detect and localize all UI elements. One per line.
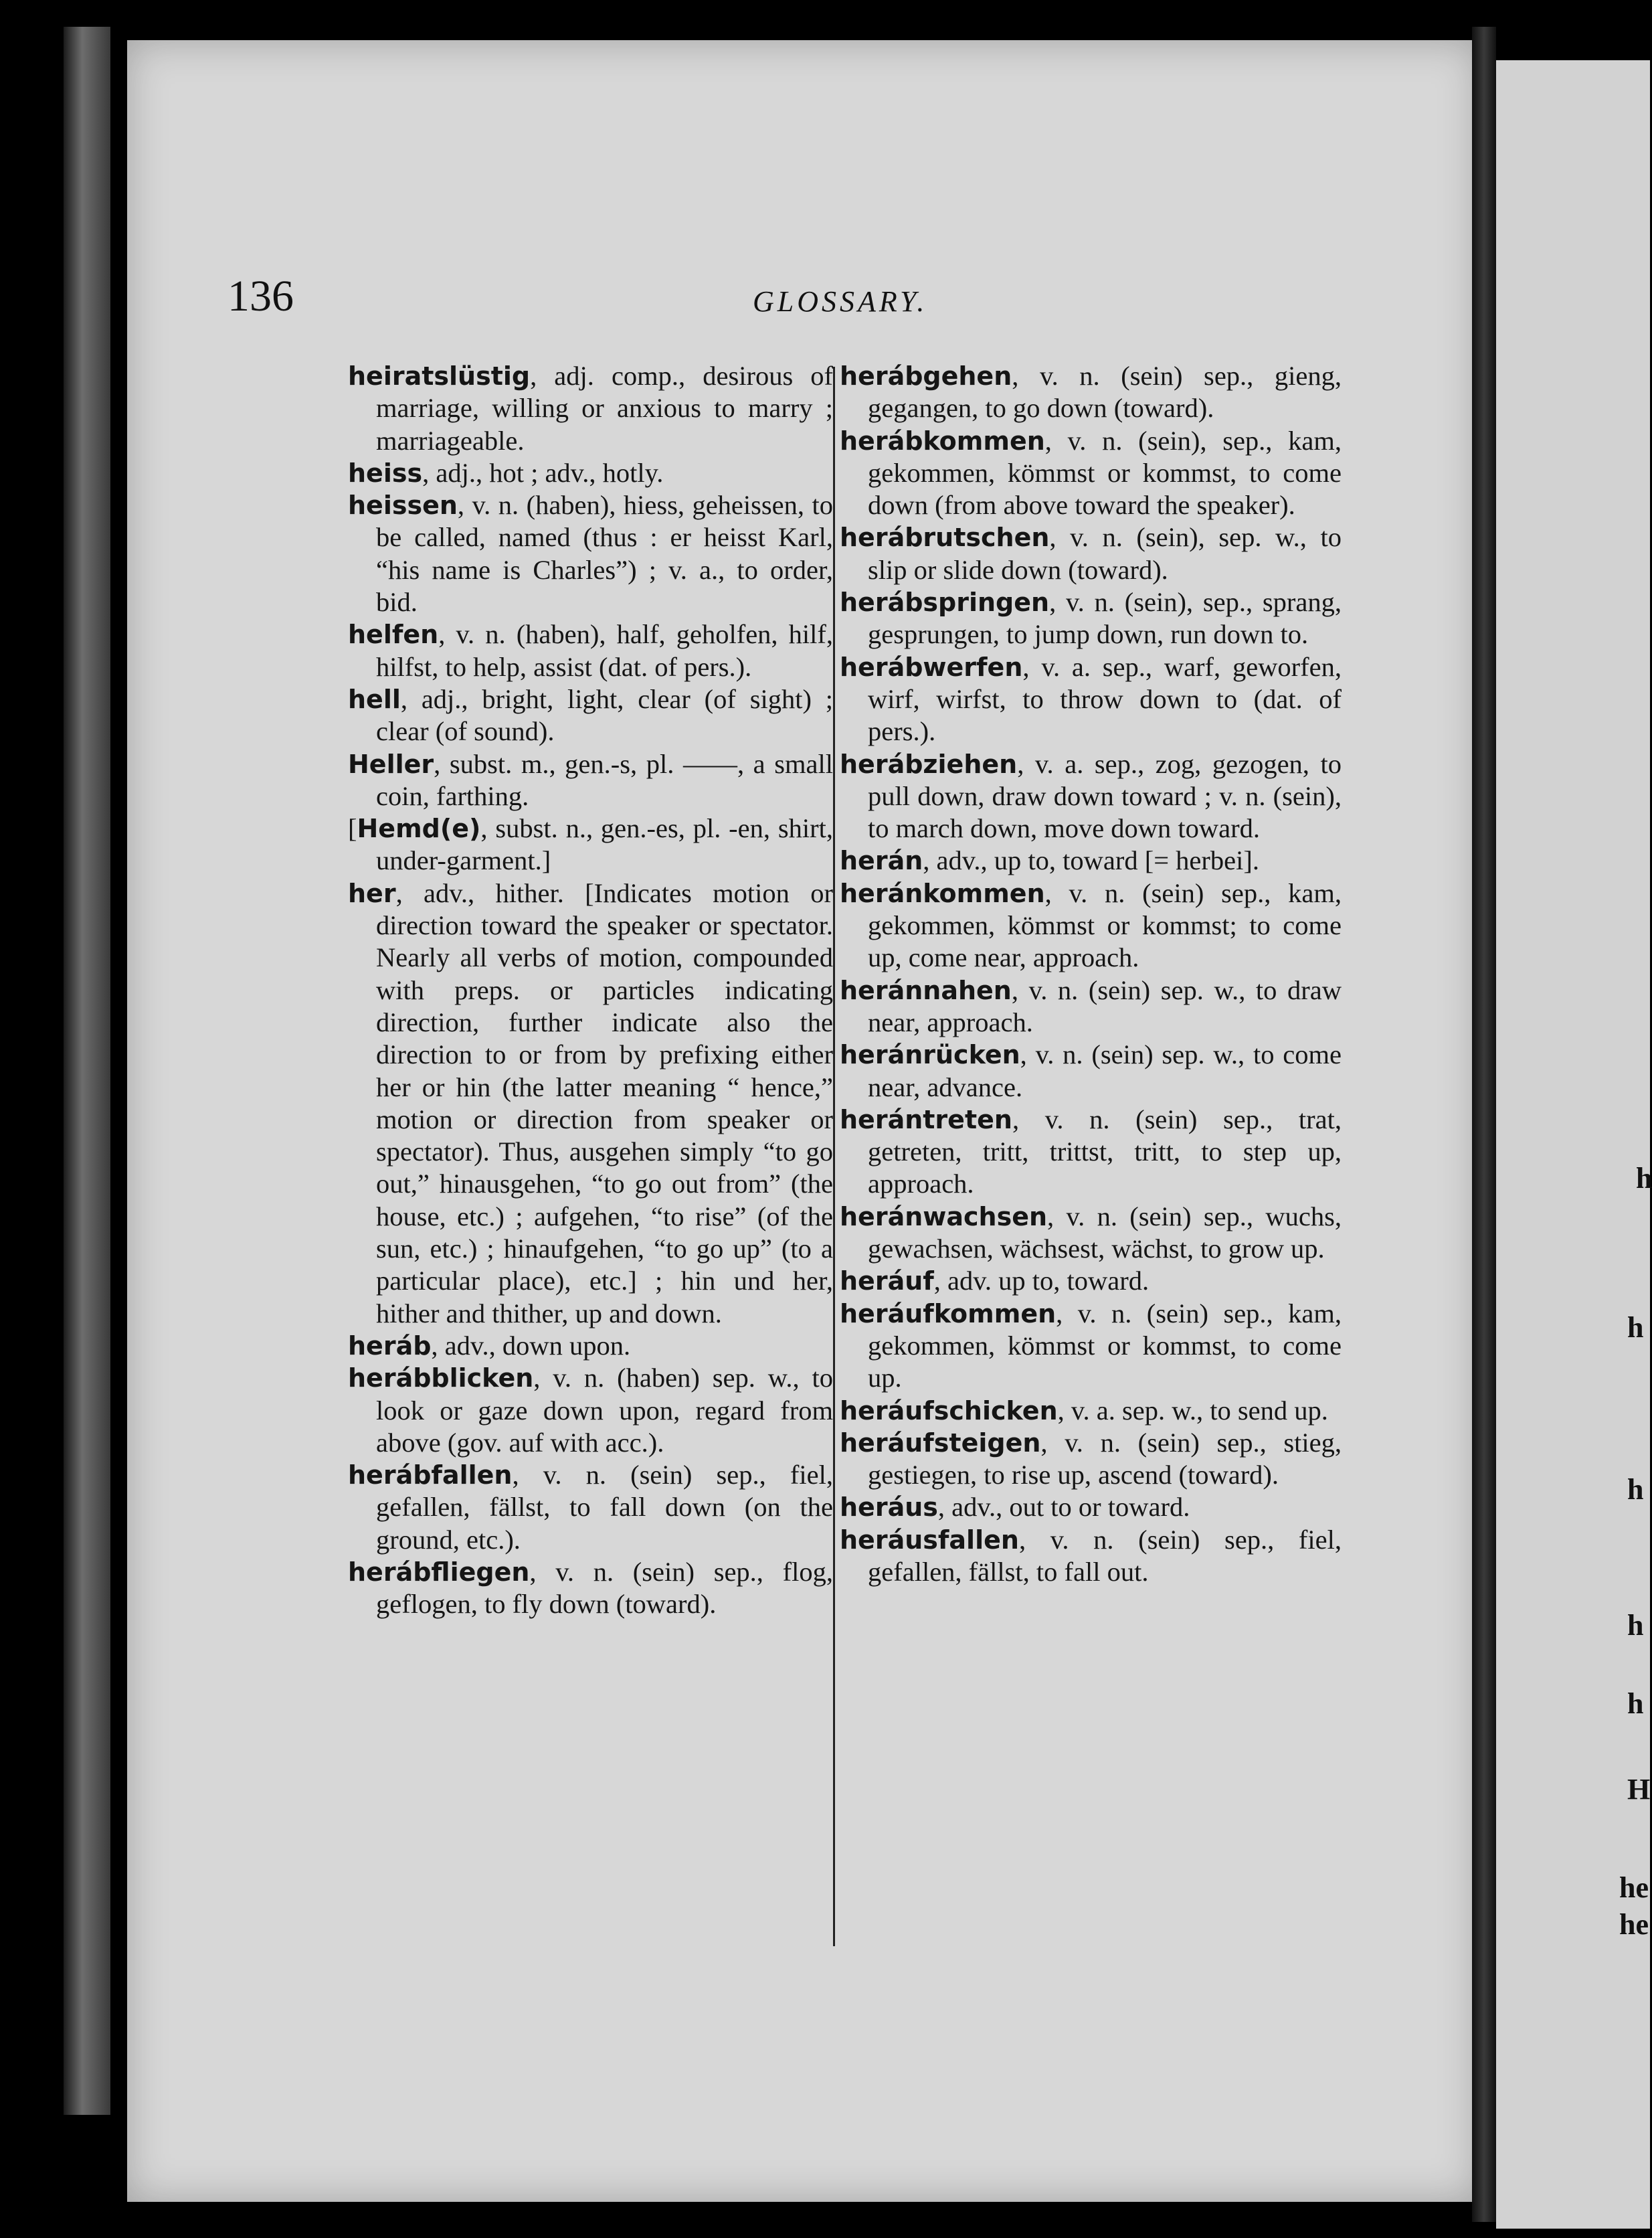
headword: heránkommen bbox=[840, 878, 1045, 908]
glossary-entry: herábfliegen, v. n. (sein) sep., flog, geflogen, to fly down (toward). bbox=[348, 1556, 833, 1620]
glossary-entry: heránkommen, v. n. (sein) sep., kam, gekommen, kömmst or kommst; to come up, come near, approach. bbox=[840, 877, 1342, 973]
glossary-entry: herábspringen, v. n. (sein), sep., sprang, gesprungen, to jump down, run down to. bbox=[840, 587, 1342, 650]
headword: herábrutschen bbox=[840, 523, 1050, 553]
adjacent-page-fragment: he bbox=[1619, 1871, 1649, 1904]
headword: heiss bbox=[348, 458, 423, 488]
glossary-entry: herábblicken, v. n. (haben) sep. w., to look or gaze down upon, regard from above (gov. auf with acc.). bbox=[348, 1363, 833, 1458]
adjacent-page-fragment: he bbox=[1619, 1908, 1649, 1941]
headword: heránnahen bbox=[840, 975, 1012, 1005]
headword: heiratslüstig bbox=[348, 361, 531, 391]
adjacent-page-fragment: H bbox=[1627, 1773, 1651, 1806]
headword: herábkommen bbox=[840, 426, 1045, 456]
column-divider bbox=[833, 367, 835, 1946]
headword: heránrücken bbox=[840, 1040, 1020, 1070]
glossary-entry: herábwerfen, v. a. sep., warf, geworfen, wirf, wirfst, to throw down to (dat. of pers.). bbox=[840, 651, 1342, 747]
headword: Heller bbox=[348, 749, 434, 779]
running-head: GLOSSARY. bbox=[753, 285, 928, 318]
headword: heráb bbox=[348, 1330, 432, 1361]
glossary-right-column bbox=[840, 360, 1342, 1588]
glossary-entry: heráuf, adv. up to, toward. bbox=[840, 1266, 1150, 1296]
glossary-entry: heiratslüstig, adj. comp., desirous of marriage, willing or anxious to marry ; marriageable. bbox=[348, 361, 833, 456]
glossary-left-column bbox=[348, 360, 833, 1621]
headword: herábwerfen bbox=[840, 652, 1023, 682]
page-number: 136 bbox=[227, 272, 294, 321]
glossary-entry: her, adv., hither. [Indicates motion or direction toward the speaker or spectator. Nearly all verbs of motion, compounded with preps. or particles indicating direction, further indicate also the direction to or from by prefixing either her or hin (the latter meaning “ hence,” motion or direction from speaker or spectator). Thus, ausgehen simply “to go out,” hinausgehen, “to go out from” (the house, etc.) ; aufgehen, “to rise” (of the sun, etc.) ; hinaufgehen, “to go up” (to a particular place), etc.] ; hin und her, hither and thither, up and down. bbox=[348, 877, 833, 1328]
glossary-entry: herán, adv., up to, toward [= herbei]. bbox=[840, 845, 1259, 876]
glossary-entry: heiss, adj., hot ; adv., hotly. bbox=[348, 457, 664, 488]
glossary-entry: heráufschicken, v. a. sep. w., to send up. bbox=[840, 1395, 1328, 1426]
glossary-entry: herábrutschen, v. n. (sein), sep. w., to slip or slide down (toward). bbox=[840, 522, 1342, 585]
headword: herábblicken bbox=[348, 1363, 534, 1393]
headword: heráuf bbox=[840, 1266, 934, 1296]
headword: herábfliegen bbox=[348, 1557, 530, 1587]
glossary-entry: heránnahen, v. n. (sein) sep. w., to draw near, approach. bbox=[840, 974, 1342, 1037]
headword: heráus bbox=[840, 1492, 938, 1523]
adjacent-page-fragment: h bbox=[1636, 1162, 1652, 1195]
glossary-entry: heráufsteigen, v. n. (sein) sep., stieg, gestiegen, to rise up, ascend (toward). bbox=[840, 1427, 1342, 1490]
headword: heráufschicken bbox=[840, 1395, 1058, 1426]
headword: hell bbox=[348, 684, 401, 714]
headword: herántreten bbox=[840, 1104, 1012, 1134]
page-gutter bbox=[1472, 27, 1496, 2222]
headword: heissen bbox=[348, 491, 458, 521]
glossary-entry: heránrücken, v. n. (sein) sep. w., to come near, advance. bbox=[840, 1039, 1342, 1102]
headword: herábfallen bbox=[348, 1460, 513, 1490]
glossary-entry: herábgehen, v. n. (sein) sep., gieng, gegangen, to go down (toward). bbox=[840, 361, 1342, 424]
adjacent-page-fragment: h bbox=[1627, 1473, 1644, 1506]
headword: heránwachsen bbox=[840, 1201, 1048, 1231]
headword: helfen bbox=[348, 620, 439, 650]
headword: herán bbox=[840, 846, 923, 876]
headword: heráufkommen bbox=[840, 1298, 1057, 1328]
glossary-entry: helfen, v. n. (haben), half, geholfen, hilf, hilfst, to help, assist (dat. of pers.). bbox=[348, 619, 833, 682]
scan-edge bbox=[64, 27, 110, 2115]
glossary-entry: heráus, adv., out to or toward. bbox=[840, 1492, 1190, 1523]
glossary-entry: heissen, v. n. (haben), hiess, geheissen, to be called, named (thus : er heisst Karl, “his name is Charles”) ; v. a., to order, bid. bbox=[348, 490, 833, 618]
glossary-entry: Heller, subst. m., gen.-s, pl. ——, a small coin, farthing. bbox=[348, 748, 833, 811]
adjacent-page-fragment: h bbox=[1627, 1311, 1644, 1344]
glossary-entry: herántreten, v. n. (sein) sep., trat, getreten, tritt, trittst, tritt, to step up, approach. bbox=[840, 1104, 1342, 1199]
glossary-entry: herábziehen, v. a. sep., zog, gezogen, to pull down, draw down toward ; v. n. (sein), to march down, move down toward. bbox=[840, 748, 1342, 844]
glossary-entry: hell, adj., bright, light, clear (of sight) ; clear (of sound). bbox=[348, 683, 833, 747]
headword: Hemd(e) bbox=[357, 814, 481, 844]
glossary-entry: herábkommen, v. n. (sein), sep., kam, gekommen, kömmst or kommst, to come down (from above toward the speaker). bbox=[840, 425, 1342, 521]
adjacent-page-fragment: h bbox=[1627, 1687, 1644, 1720]
adjacent-page-fragment: h bbox=[1627, 1609, 1644, 1642]
glossary-entry: heránwachsen, v. n. (sein) sep., wuchs, gewachsen, wächsest, wächst, to grow up. bbox=[840, 1201, 1342, 1264]
headword: herábziehen bbox=[840, 749, 1018, 779]
headword: herábspringen bbox=[840, 588, 1050, 618]
headword: heráusfallen bbox=[840, 1525, 1019, 1555]
headword: heráufsteigen bbox=[840, 1428, 1041, 1458]
glossary-entry: [Hemd(e), subst. n., gen.-es, pl. -en, shirt, under-garment.] bbox=[348, 813, 833, 876]
glossary-entry: heráufkommen, v. n. (sein) sep., kam, gekommen, kömmst or kommst, to come up. bbox=[840, 1298, 1342, 1393]
headword: herábgehen bbox=[840, 361, 1012, 391]
headword: her bbox=[348, 878, 396, 908]
glossary-entry: heráusfallen, v. n. (sein) sep., fiel, gefallen, fällst, to fall out. bbox=[840, 1524, 1342, 1587]
glossary-entry: herábfallen, v. n. (sein) sep., fiel, gefallen, fällst, to fall down (on the ground, etc.). bbox=[348, 1460, 833, 1555]
glossary-entry: heráb, adv., down upon. bbox=[348, 1330, 631, 1361]
